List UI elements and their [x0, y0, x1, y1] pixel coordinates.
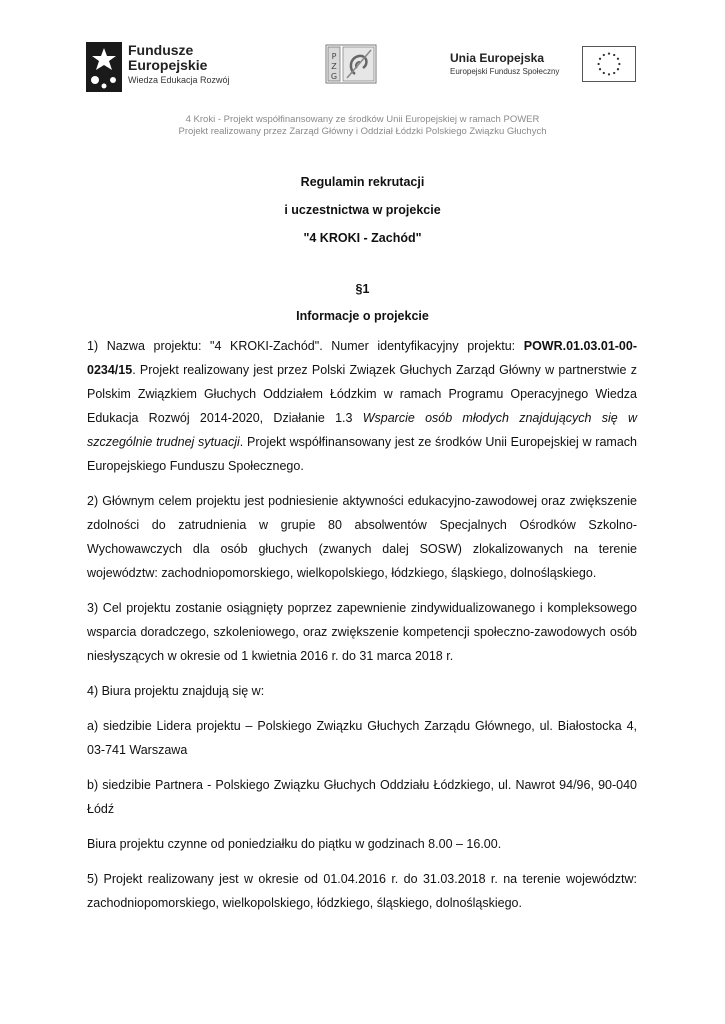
paragraph-3: 3) Cel projektu zostanie osiągnięty poprzez zapewnienie zindywidualizowanego i kompleksowego wsparcia doradczego, szkoleniowego, oraz zwiększenie kompetencji społeczno-zawodowych osób niesłyszących w okresie od 1 kwietnia 2016 r. do 31 marca 2018 r.: [87, 601, 637, 663]
fundusze-europejskie-emblem-icon: [86, 42, 122, 92]
fe-logo-line3: Wiedza Edukacja Rozwój: [128, 75, 230, 85]
section-heading: Informacje o projekcie: [296, 309, 429, 323]
document-body: [87, 334, 637, 926]
fe-logo-line2: Europejskie: [128, 57, 208, 73]
fe-logo-line1: Fundusze: [128, 42, 194, 58]
section-header: [0, 276, 725, 330]
unia-europejska-logo: [450, 46, 650, 90]
paragraph-4a: a) siedzibie Lidera projektu – Polskiego Związku Głuchych Zarządu Głównego, ul. Białostocka 4, 03-741 Warszawa: [87, 719, 637, 757]
svg-text:G: G: [330, 72, 338, 81]
paragraph-1-text-b: . Projekt realizowany jest przez Polski Związek Głuchych Zarząd Główny w partnerstwie z Polskim Związkiem Głuchych Oddziałem Łódzkim w ramach Programu Operacyjnego Wiedza Edukacja Rozwój 2014-2020, Działanie 1.3: [87, 363, 637, 425]
subheader-line1: 4 Kroki - Projekt współfinansowany ze środków Unii Europejskiej w ramach POWER: [185, 114, 540, 125]
subheader-line2: Projekt realizowany przez Zarząd Główny i Oddział Łódzki Polskiego Związku Głuchych: [178, 126, 547, 137]
page-header: [0, 40, 725, 100]
fundusze-europejskie-logo: [86, 40, 236, 96]
paragraph-1-text-c: . Projekt współfinansowany jest ze środków Unii Europejskiej w ramach Europejskiego Funduszu Społecznego.: [87, 435, 637, 473]
title-line3: "4 KROKI - Zachód": [303, 231, 422, 245]
paragraph-5: 5) Projekt realizowany jest w okresie od 01.04.2016 r. do 31.03.2018 r. na terenie województw: zachodniopomorskiego, wielkopolskiego, łódzkiego, śląskiego, dolnośląskiego.: [87, 872, 637, 910]
document-title: [0, 168, 725, 252]
paragraph-2: 2) Głównym celem projektu jest podniesienie aktywności edukacyjno-zawodowej oraz zwiększenie zdolności do zatrudnienia w grupie 80 absolwentów Specjalnych Ośrodków Szkolno-Wychowawczych dla osób głuchych (zwanych dalej SOSW) zlokalizowanych na terenie województw: zachodniopomorskiego, wielkopolskiego, łódzkiego, śląskiego, dolnośląskiego.: [87, 494, 637, 580]
paragraph-4b: b) siedzibie Partnera - Polskiego Związku Głuchych Oddziału Łódzkiego, ul. Nawrot 94/96, 90-040 Łódź: [87, 778, 637, 816]
project-id: POWR.01.03.01-00-0234/15: [87, 339, 637, 377]
paragraph-1-text-a: 1) Nazwa projektu: "4 KROKI-Zachód". Numer identyfikacyjny projektu:: [87, 339, 524, 353]
paragraph-1: [87, 334, 637, 478]
eu-flag-icon: [582, 46, 636, 82]
paragraph-4c: Biura projektu czynne od poniedziałku do piątku w godzinach 8.00 – 16.00.: [87, 837, 502, 851]
project-subheader: [0, 114, 725, 138]
title-line2: i uczestnictwa w projekcie: [284, 203, 441, 217]
pzg-emblem-icon: [325, 44, 377, 84]
pzg-logo: [325, 44, 377, 84]
paragraph-4: 4) Biura projektu znajdują się w:: [87, 684, 265, 698]
section-number: §1: [355, 282, 370, 296]
title-line1: Regulamin rekrutacji: [300, 175, 425, 189]
ue-logo-line2: Europejski Fundusz Społeczny: [450, 67, 560, 76]
svg-text:Z: Z: [331, 62, 337, 71]
svg-text:P: P: [331, 52, 337, 61]
ue-logo-line1: Unia Europejska: [450, 51, 545, 65]
measure-name: Wsparcie osób młodych znajdujących się w szczególnie trudnej sytuacji: [87, 411, 637, 449]
